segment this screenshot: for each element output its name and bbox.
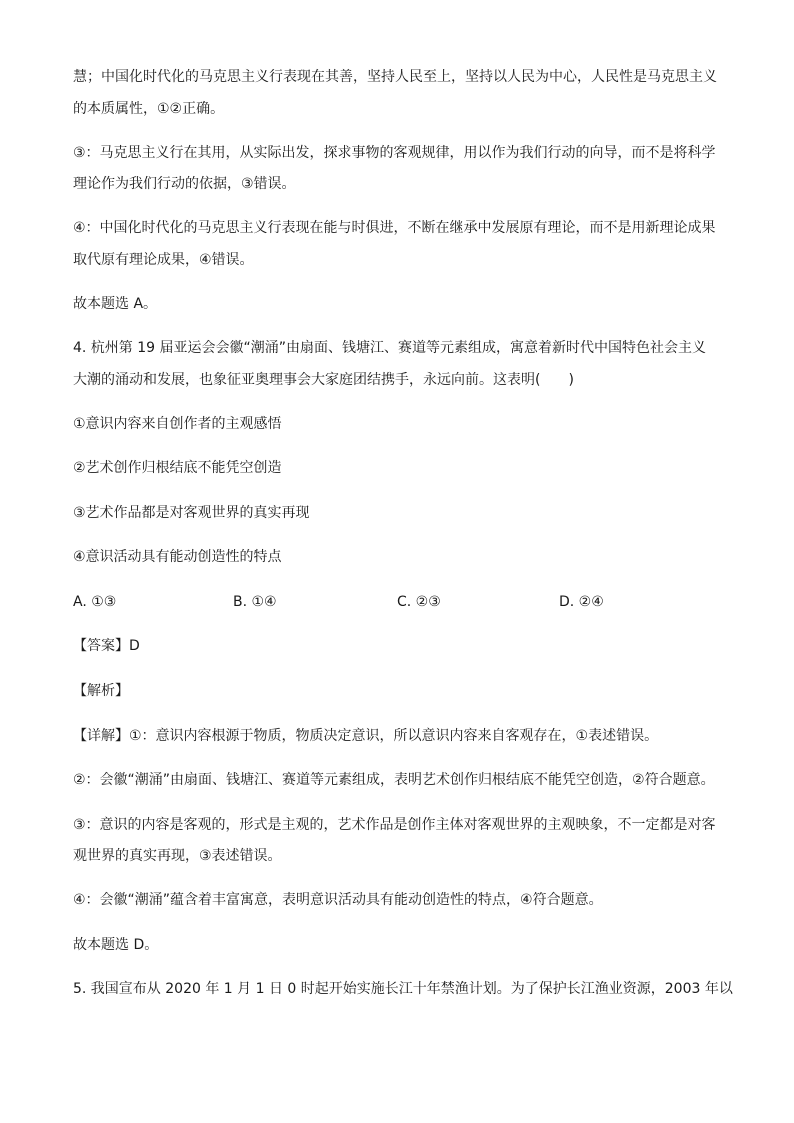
- option-b: B. ①④: [233, 594, 277, 610]
- answer-line: [73, 636, 140, 656]
- paragraph-line: ④：中国化时代化的马克思主义行表现在能与时俱进，不断在继承中发展原有理论，而不是用新理论成果: [73, 220, 716, 236]
- analysis-label: 【解析】: [73, 683, 129, 699]
- question-stem-line: 大潮的涌动和发展，也象征亚奥理事会大家庭团结携手，永远向前。这表明( ): [73, 372, 574, 388]
- paragraph-line: 慧；中国化时代化的马克思主义行表现在其善，坚持人民至上，坚持以人民为中心，人民性是马克思主义: [73, 69, 717, 85]
- detail-line: [73, 726, 658, 746]
- question-stem-line: 5. 我国宣布从 2020 年 1 月 1 日 0 时起开始实施长江十年禁渔计划。为了保护长江渔业资源，2003 年以: [73, 981, 733, 997]
- option-d: D. ②④: [559, 594, 604, 610]
- conclusion-line: 故本题选 A。: [73, 296, 158, 312]
- option-a: A. ①③: [73, 594, 117, 610]
- statement-item: ④意识活动具有能动创造性的特点: [73, 549, 282, 565]
- paragraph-line: ③：马克思主义行在其用，从实际出发，探求事物的客观规律，用以作为我们行动的向导，而不是将科学: [73, 145, 716, 161]
- answer-label: 【答案】: [73, 638, 129, 654]
- detail-line: ④：会徽“潮涌”蕴含着丰富寓意，表明意识活动具有能动创造性的特点，④符合题意。: [73, 892, 603, 908]
- statement-item: ①意识内容来自创作者的主观感悟: [73, 416, 282, 432]
- statement-item: ③艺术作品都是对客观世界的真实再现: [73, 505, 310, 521]
- paragraph-line: 取代原有理论成果，④错误。: [73, 252, 254, 268]
- option-c: C. ②③: [397, 594, 441, 610]
- answer-value: D: [129, 638, 140, 654]
- detail-line: ②：会徽“潮涌”由扇面、钱塘江、赛道等元素组成，表明艺术创作归根结底不能凭空创造，②符合题意。: [73, 772, 715, 788]
- conclusion-line: 故本题选 D。: [73, 937, 159, 953]
- question-stem-line: 4. 杭州第 19 届亚运会会徽“潮涌”由扇面、钱塘江、赛道等元素组成，寓意着新时代中国特色社会主义: [73, 340, 707, 356]
- paragraph-line: 理论作为我们行动的依据，③错误。: [73, 176, 296, 192]
- detail-line: ③：意识的内容是客观的，形式是主观的，艺术作品是创作主体对客观世界的主观映象，不一定都是对客: [73, 817, 716, 833]
- paragraph-line: 的本质属性，①②正确。: [73, 101, 225, 117]
- statement-item: ②艺术创作归根结底不能凭空创造: [73, 460, 282, 476]
- detail-label: 【详解】: [73, 728, 129, 744]
- detail-text: ①：意识内容根源于物质，物质决定意识，所以意识内容来自客观存在，①表述错误。: [129, 728, 659, 744]
- detail-line: 观世界的真实再现，③表述错误。: [73, 848, 282, 864]
